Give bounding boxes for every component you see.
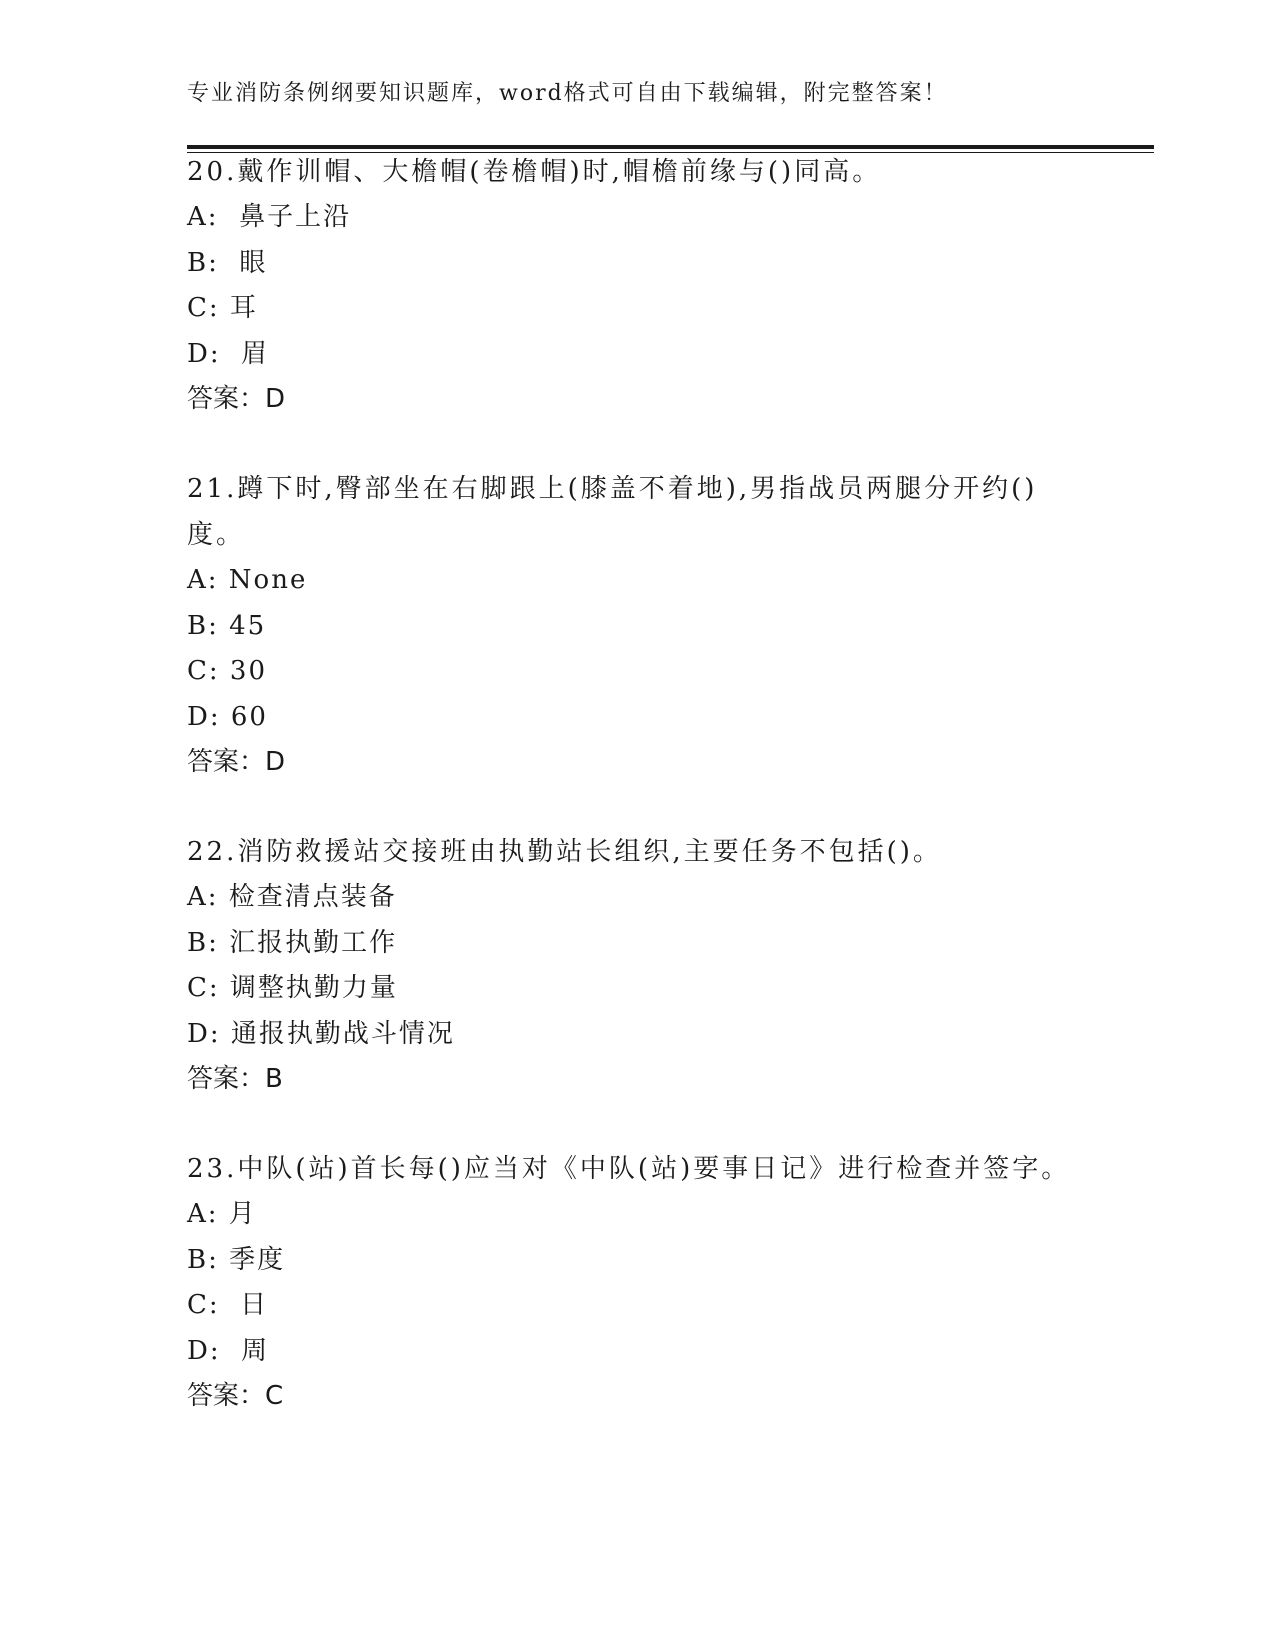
question-block	[187, 829, 1087, 1103]
option-c: C: 日	[187, 1290, 269, 1320]
option-d: D: 眉	[187, 338, 270, 369]
option-a: A: 鼻子上沿	[187, 202, 352, 232]
option-d: D: 60	[187, 701, 268, 732]
question-stem: 23.中队(站)首长每()应当对《中队(站)要事日记》进行检查并签字。	[187, 1154, 1071, 1184]
option-b: B: 眼	[187, 247, 268, 278]
option-b: B: 45	[187, 610, 267, 641]
option-c: C: 调整执勤力量	[187, 973, 398, 1003]
option-d: D: 通报执勤战斗情况	[187, 1018, 455, 1049]
question-block	[187, 149, 1087, 423]
question-stem: 20.戴作训帽、大檐帽(卷檐帽)时,帽檐前缘与()同高。	[187, 157, 882, 187]
question-stem: 22.消防救援站交接班由执勤站长组织,主要任务不包括()。	[187, 837, 942, 867]
option-b: B: 汇报执勤工作	[187, 927, 398, 958]
option-a: A: 检查清点装备	[187, 882, 397, 912]
page-header: 专业消防条例纲要知识题库，word格式可自由下载编辑，附完整答案！	[187, 81, 948, 106]
option-c: C: 30	[187, 656, 268, 686]
option-c: C: 耳	[187, 293, 258, 323]
option-b: B: 季度	[187, 1244, 286, 1275]
question-stem: 21.蹲下时,臀部坐在右脚跟上(膝盖不着地),男指战员两腿分开约()度。	[187, 474, 1038, 550]
option-a: A: None	[187, 565, 308, 595]
option-a: A: 月	[187, 1199, 257, 1229]
option-d: D: 周	[187, 1335, 270, 1366]
answer-line: 答案：C	[187, 1381, 284, 1411]
answer-line: 答案：B	[187, 1064, 283, 1094]
answer-line: 答案：D	[187, 384, 286, 414]
question-block	[187, 466, 1087, 786]
answer-line: 答案：D	[187, 747, 286, 777]
question-block	[187, 1146, 1087, 1420]
